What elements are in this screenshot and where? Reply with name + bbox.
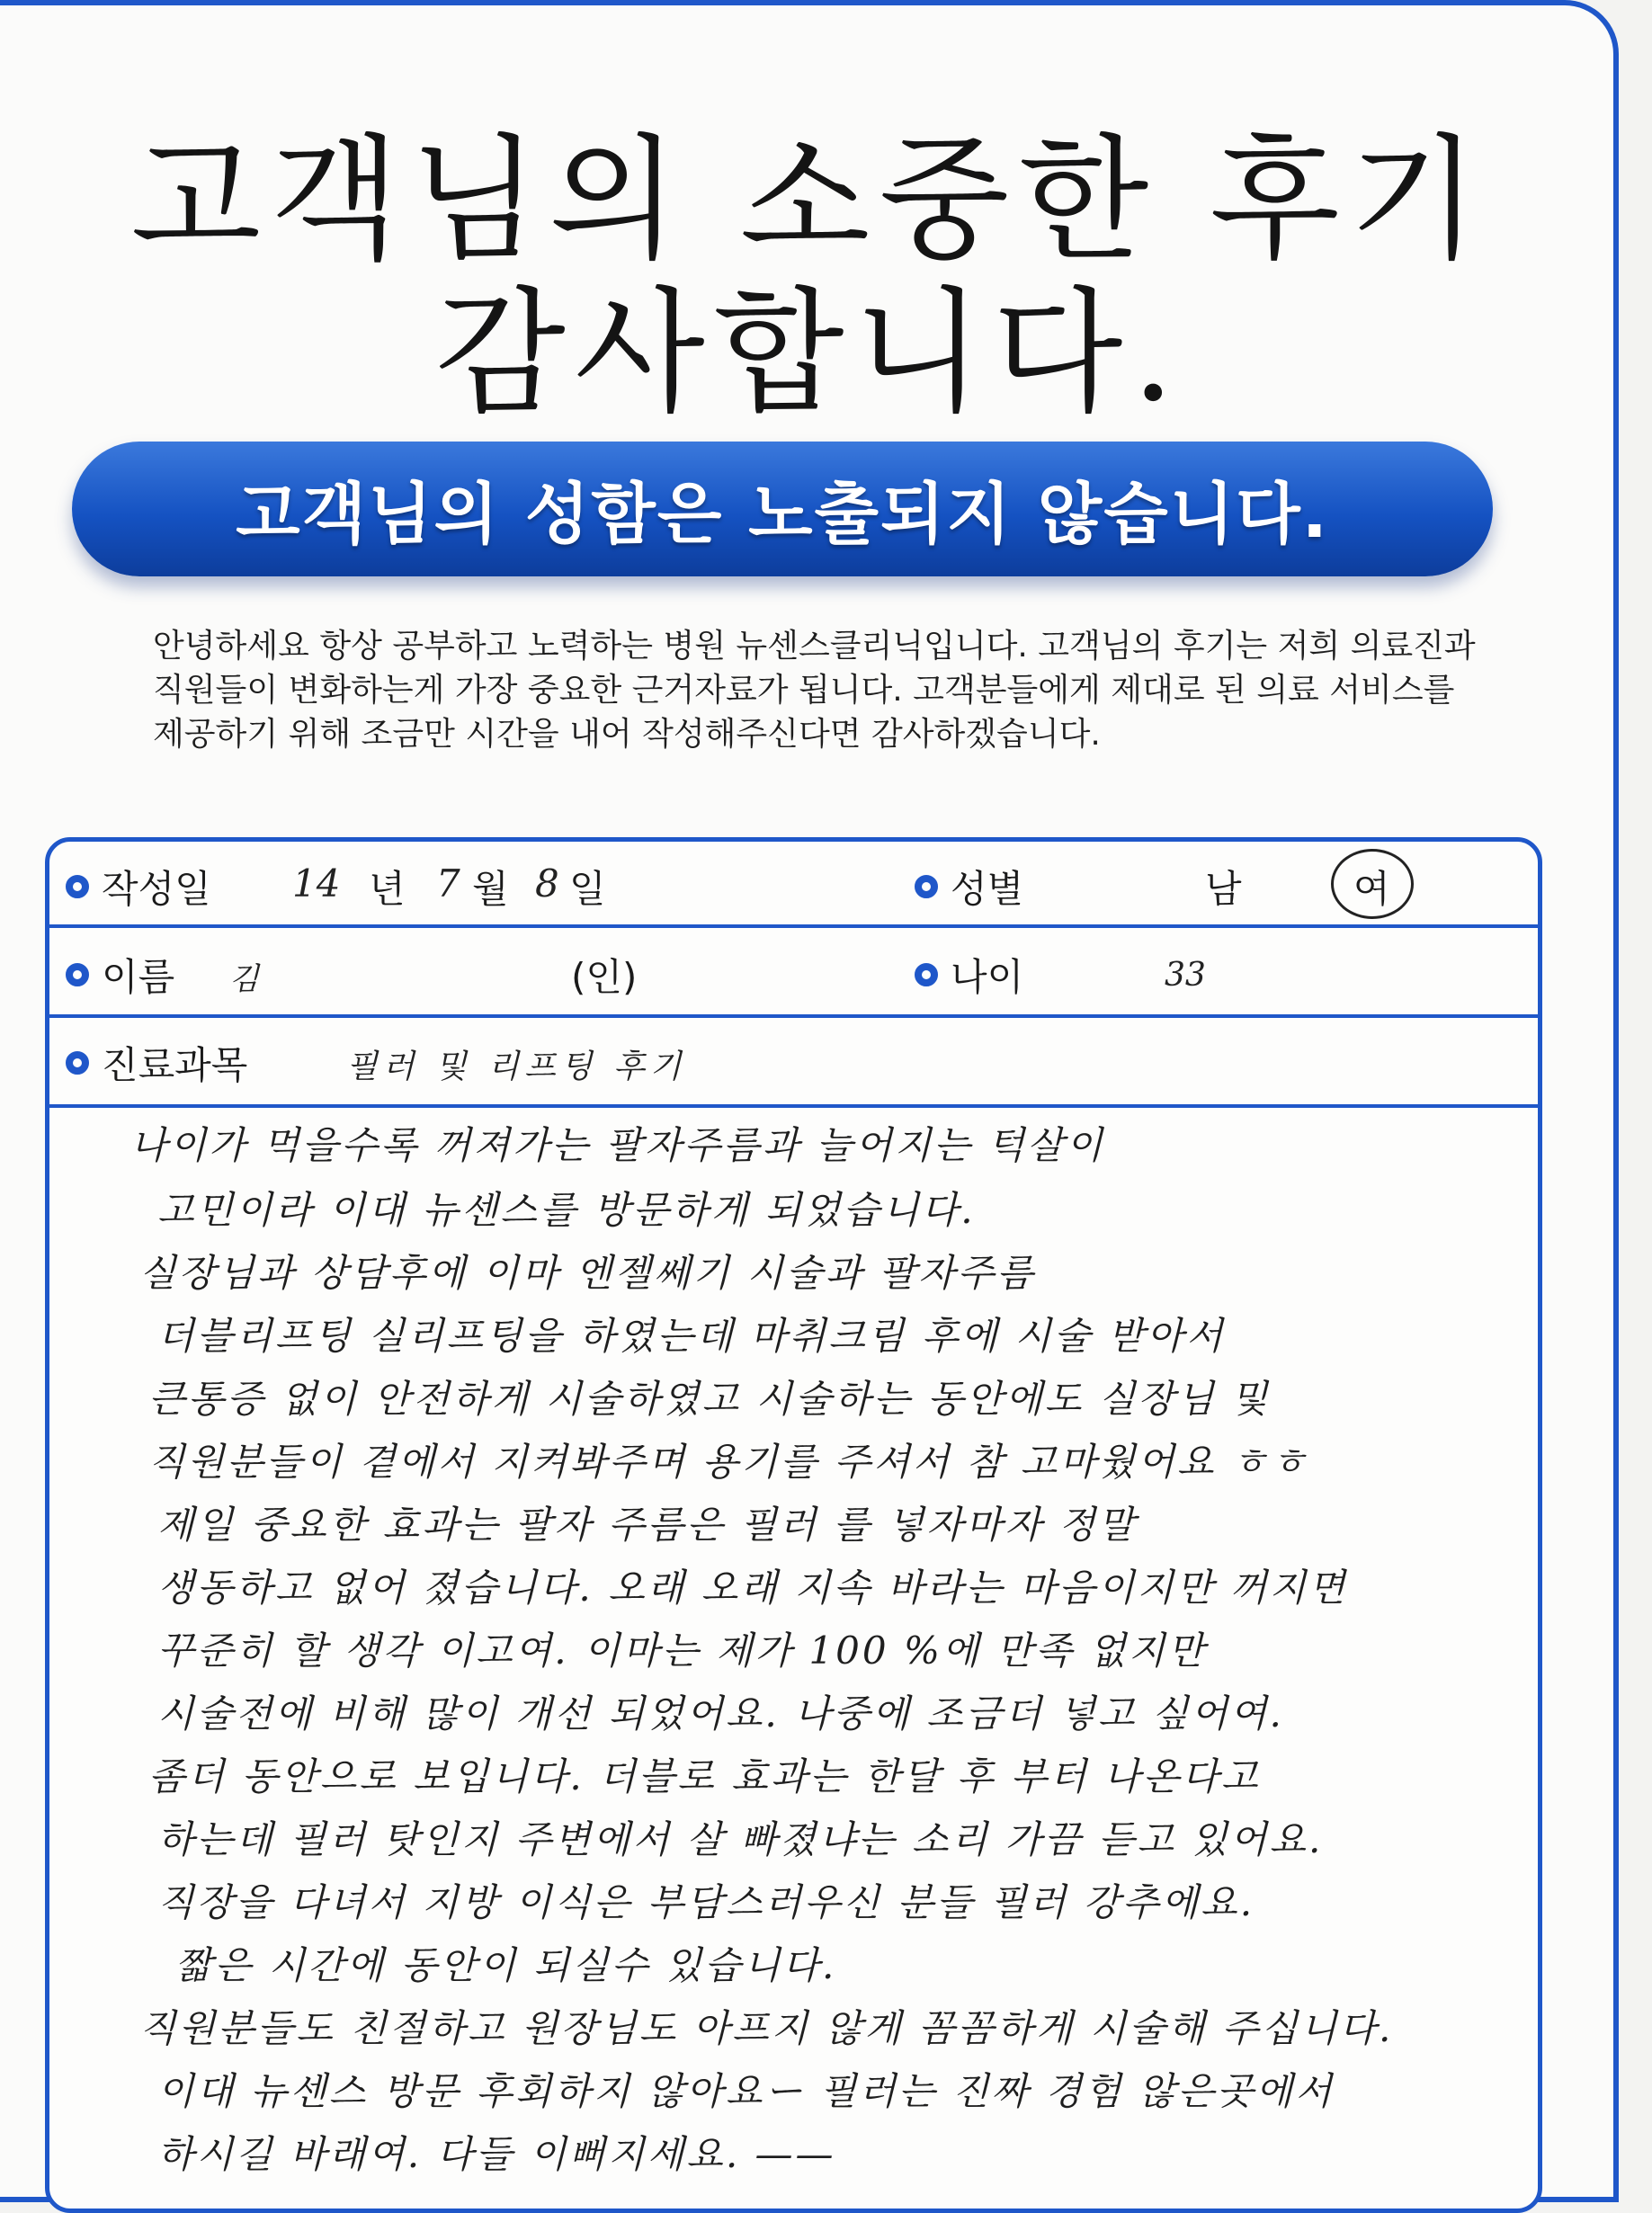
age-field-label — [915, 948, 1023, 1002]
bullet-icon — [915, 963, 938, 986]
bullet-icon — [66, 1051, 89, 1075]
date-year[interactable]: 14 — [292, 861, 341, 906]
intro-line: 제공하기 위해 조금만 시간을 내어 작성해주신다면 감사하겠습니다. — [153, 716, 1101, 753]
department-field-label — [66, 1036, 247, 1090]
day-unit: 일 — [569, 867, 606, 911]
gender-option-male[interactable]: 남 — [1205, 867, 1242, 911]
review-line: 꾸준히 할 생각 이고여. 이마는 제가 100 %에 만족 없지만 — [157, 1629, 1208, 1673]
privacy-banner-text: 고객님의 성함은 노출되지 않습니다. — [236, 476, 1329, 553]
review-form — [45, 837, 1542, 2213]
intro-paragraph — [153, 624, 1476, 756]
page-subtitle: 감사합니다. — [434, 275, 1184, 432]
row-divider — [49, 924, 1538, 928]
bullet-icon — [915, 875, 938, 898]
review-line: 하시길 바래여. 다들 이뻐지세요. —— — [157, 2132, 836, 2176]
review-line: 직원분들도 친절하고 원장님도 아프지 않게 꼼꼼하게 시술해 주십니다. — [139, 2006, 1394, 2050]
review-line: 직장을 다녀서 지방 이식은 부담스러우신 분들 필러 강추에요. — [157, 1880, 1255, 1924]
review-line: 이대 뉴센스 방문 후회하지 않아요ー 필러는 진짜 경험 않은곳에서 — [157, 2069, 1335, 2113]
gender-field-label — [915, 860, 1023, 914]
review-line: 시술전에 비해 많이 개선 되었어요. 나중에 조금더 넣고 싶어여. — [157, 1691, 1284, 1736]
selected-circle-mark — [1331, 849, 1414, 919]
row-divider — [49, 1014, 1538, 1018]
name-label-text: 이름 — [102, 955, 175, 999]
date-label-text: 작성일 — [102, 867, 211, 911]
name-field-label — [66, 948, 174, 1002]
age-label-text: 나이 — [951, 955, 1024, 999]
department-label-text: 진료과목 — [102, 1043, 248, 1087]
review-line: 직원분들이 곁에서 지켜봐주며 용기를 주셔서 참 고마웠어요 ㅎㅎ — [148, 1440, 1309, 1484]
intro-line: 직원들이 변화하는게 가장 중요한 근거자료가 됩니다. 고객분들에게 제대로 된 의료 서비스를 — [153, 672, 1455, 709]
review-line: 좀더 동안으로 보입니다. 더블로 효과는 한달 후 부터 나온다고 — [148, 1754, 1261, 1798]
review-line: 생동하고 없어 졌습니다. 오래 오래 지속 바라는 마음이지만 꺼지면 — [157, 1566, 1348, 1610]
date-field-label — [66, 860, 211, 914]
review-line: 고민이라 이대 뉴센스를 방문하게 되었습니다. — [157, 1188, 976, 1232]
page-title: 고객님의 소중한 후기 — [130, 122, 1488, 279]
review-line: 실장님과 상담후에 이마 엔젤쎄기 시술과 팔자주름 — [139, 1251, 1036, 1295]
name-value[interactable]: 김 — [229, 961, 259, 997]
review-line: 나이가 먹을수록 꺼져가는 팔자주름과 늘어지는 턱살이 — [130, 1123, 1105, 1167]
bullet-icon — [66, 875, 89, 898]
year-unit: 년 — [369, 867, 406, 911]
seal-mark: (인) — [571, 955, 638, 999]
privacy-banner — [72, 442, 1493, 576]
review-line: 큰통증 없이 안전하게 시술하였고 시술하는 동안에도 실장님 및 — [148, 1377, 1271, 1421]
review-line: 더블리프팅 실리프팅을 하였는데 마취크림 후에 시술 받아서 — [157, 1314, 1226, 1358]
intro-line: 안녕하세요 항상 공부하고 노력하는 병원 뉴센스클리닉입니다. 고객님의 후기는 저희 의료진과 — [153, 628, 1476, 665]
department-value[interactable]: 필러 및 리프팅 후기 — [346, 1048, 687, 1085]
age-value[interactable]: 33 — [1165, 957, 1206, 994]
bullet-icon — [66, 963, 89, 986]
month-unit: 월 — [472, 867, 509, 911]
gender-label-text: 성별 — [951, 867, 1024, 911]
date-day[interactable]: 8 — [535, 861, 559, 906]
gender-option-female[interactable]: 여 — [1353, 867, 1390, 911]
review-line: 제일 중요한 효과는 팔자 주름은 필러 를 넣자마자 정말 — [157, 1503, 1138, 1547]
review-line: 하는데 필러 탓인지 주변에서 살 빠졌냐는 소리 가끔 듣고 있어요. — [157, 1817, 1324, 1861]
review-line: 짧은 시간에 동안이 되실수 있습니다. — [175, 1943, 837, 1987]
row-divider — [49, 1104, 1538, 1108]
date-month[interactable]: 7 — [436, 861, 460, 906]
